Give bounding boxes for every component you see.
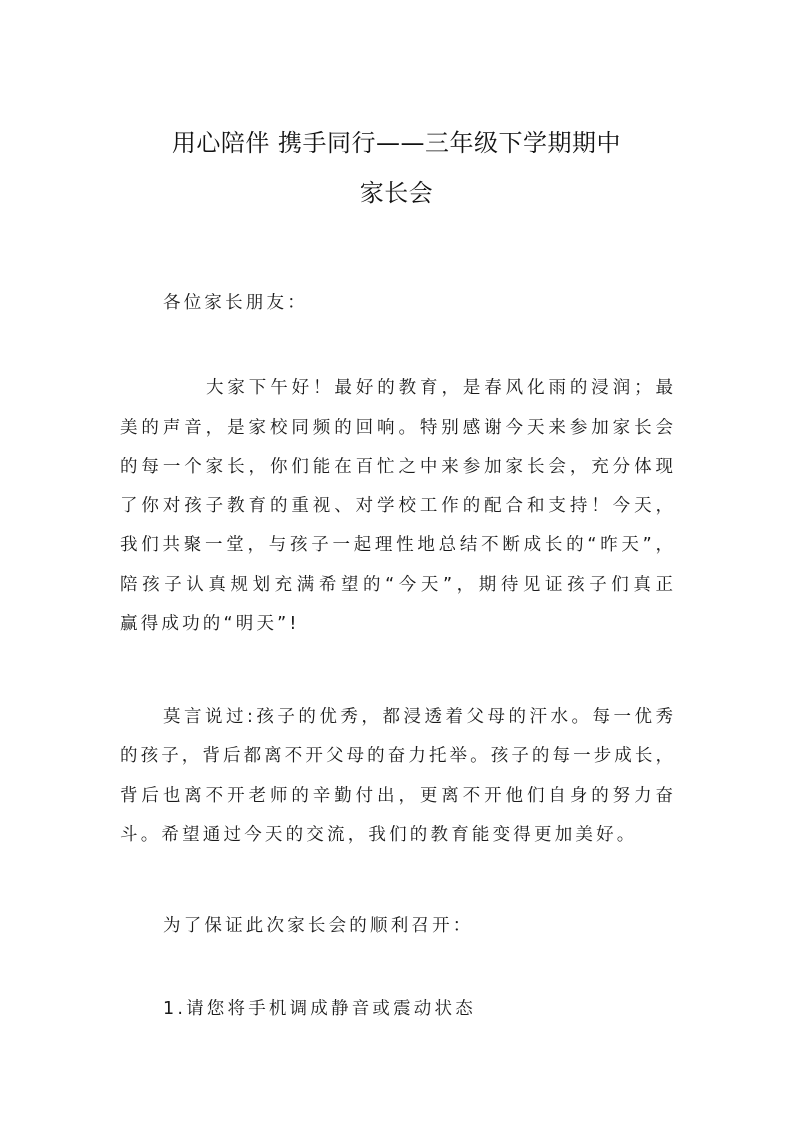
- paragraph-2-line: 的孩子，背后都离不开父母的奋力托举。孩子的每一步成长，: [120, 746, 673, 766]
- paragraph-1-line: 的每一个家长，你们能在百忙之中来参加家长会，充分体现: [120, 457, 673, 477]
- document-title-line-1: 用心陪伴 携手同行——三年级下学期期中: [171, 129, 622, 157]
- paragraph-2-line: 背后也离不开老师的辛勤付出，更离不开他们自身的努力奋: [120, 786, 673, 806]
- paragraph-1-line: 大家下午好！最好的教育，是春风化雨的浸润；最: [206, 378, 673, 398]
- paragraph-1-line: 我们共聚一堂，与孩子一起理性地总结不断成长的“昨天”，: [120, 535, 673, 555]
- paragraph-1-line: 了你对孩子教育的重视、对学校工作的配合和支持！今天，: [120, 496, 673, 516]
- paragraph-1-line: 美的声音，是家校同频的回响。特别感谢今天来参加家长会: [120, 418, 673, 438]
- paragraph-2-line: 莫言说过:孩子的优秀，都浸透着父母的汗水。每一优秀: [163, 707, 673, 727]
- paragraph-1-line: 赢得成功的“明天”!: [120, 614, 300, 634]
- document-title-line-2: 家长会: [359, 179, 434, 207]
- list-item: 1.请您将手机调成静音或震动状态: [163, 999, 476, 1019]
- list-intro: 为了保证此次家长会的顺利召开：: [163, 916, 474, 936]
- greeting: 各位家长朋友：: [163, 293, 308, 313]
- paragraph-1-line: 陪孩子认真规划充满希望的“今天”，期待见证孩子们真正: [120, 575, 673, 595]
- paragraph-2-line: 斗。希望通过今天的交流，我们的教育能变得更加美好。: [120, 825, 638, 845]
